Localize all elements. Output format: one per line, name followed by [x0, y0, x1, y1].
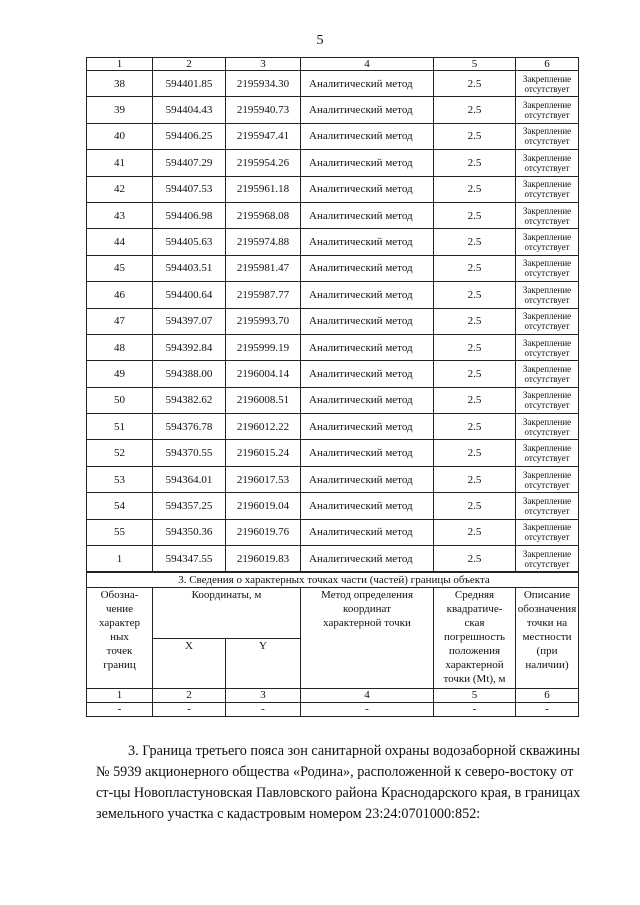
- x-header: X: [153, 638, 226, 689]
- method-cell: Аналитический метод: [301, 308, 434, 334]
- table-row: [87, 150, 579, 176]
- y-coordinate-cell: 2195987.77: [226, 282, 301, 308]
- paragraph-line: № 5939 акционерного общества «Родина», расположенной к северо-востоку от: [96, 764, 574, 780]
- accuracy-cell: 2.5: [434, 546, 516, 572]
- y-coordinate-cell: 2195993.70: [226, 308, 301, 334]
- point-number-cell: 47: [87, 308, 153, 334]
- accuracy-cell: 2.5: [434, 123, 516, 149]
- point-number-cell: 48: [87, 334, 153, 360]
- fixation-note-cell: Закрепление отсутствует: [516, 123, 579, 149]
- table-row: [87, 546, 579, 572]
- fixation-note-cell: Закрепление отсутствует: [516, 282, 579, 308]
- x-coordinate-cell: 594350.36: [153, 519, 226, 545]
- boundary-paragraph: [96, 741, 584, 825]
- y-coordinate-cell: 2195961.18: [226, 176, 301, 202]
- accuracy-cell: 2.5: [434, 150, 516, 176]
- y-coordinate-cell: 2196019.83: [226, 546, 301, 572]
- accuracy-cell: 2.5: [434, 282, 516, 308]
- section3-header-row: [87, 588, 579, 639]
- point-number-cell: 44: [87, 229, 153, 255]
- fixation-note-cell: Закрепление отсутствует: [516, 414, 579, 440]
- y-coordinate-cell: 2195974.88: [226, 229, 301, 255]
- table-row: [87, 202, 579, 228]
- table-row: [87, 493, 579, 519]
- empty-value: -: [434, 703, 516, 717]
- table-row: [87, 387, 579, 413]
- y-coordinate-cell: 2196019.04: [226, 493, 301, 519]
- fixation-note-cell: Закрепление отсутствует: [516, 202, 579, 228]
- point-designation-header: Обозна- чение характер ных точек границ: [87, 588, 153, 689]
- column-number: 5: [434, 689, 516, 703]
- fixation-note-cell: Закрепление отсутствует: [516, 440, 579, 466]
- coordinates-header: Координаты, м: [153, 588, 301, 639]
- x-coordinate-cell: 594347.55: [153, 546, 226, 572]
- y-coordinate-cell: 2196008.51: [226, 387, 301, 413]
- x-coordinate-cell: 594392.84: [153, 334, 226, 360]
- point-number-cell: 39: [87, 97, 153, 123]
- fixation-note-cell: Закрепление отсутствует: [516, 150, 579, 176]
- table-row: [87, 361, 579, 387]
- column-numbers-row: [87, 689, 579, 703]
- method-cell: Аналитический метод: [301, 123, 434, 149]
- method-cell: Аналитический метод: [301, 440, 434, 466]
- point-number-cell: 46: [87, 282, 153, 308]
- column-number: 6: [516, 689, 579, 703]
- x-coordinate-cell: 594388.00: [153, 361, 226, 387]
- table-row: [87, 255, 579, 281]
- method-cell: Аналитический метод: [301, 71, 434, 97]
- method-header: Метод определения координат характерной точки: [301, 588, 434, 689]
- header-cell: 5: [434, 58, 516, 71]
- x-coordinate-cell: 594370.55: [153, 440, 226, 466]
- point-number-cell: 40: [87, 123, 153, 149]
- y-header: Y: [226, 638, 301, 689]
- accuracy-cell: 2.5: [434, 308, 516, 334]
- x-coordinate-cell: 594406.98: [153, 202, 226, 228]
- coordinates-table: [86, 57, 579, 572]
- point-number-cell: 49: [87, 361, 153, 387]
- accuracy-cell: 2.5: [434, 466, 516, 492]
- x-coordinate-cell: 594405.63: [153, 229, 226, 255]
- table-row: [87, 466, 579, 492]
- method-cell: Аналитический метод: [301, 493, 434, 519]
- paragraph-line: ст-цы Новопластуновская Павловского района Краснодарского края, в границах: [96, 785, 581, 801]
- fixation-note-cell: Закрепление отсутствует: [516, 71, 579, 97]
- x-coordinate-cell: 594397.07: [153, 308, 226, 334]
- x-coordinate-cell: 594403.51: [153, 255, 226, 281]
- method-cell: Аналитический метод: [301, 519, 434, 545]
- y-coordinate-cell: 2196017.53: [226, 466, 301, 492]
- point-number-cell: 43: [87, 202, 153, 228]
- x-coordinate-cell: 594407.29: [153, 150, 226, 176]
- empty-value: -: [87, 703, 153, 717]
- table-row: [87, 282, 579, 308]
- point-number-cell: 55: [87, 519, 153, 545]
- description-header: Описание обозначения точки на местности (при наличии): [516, 588, 579, 689]
- paragraph-line: земельного участка с кадастровым номером 23:24:0701000:852:: [96, 806, 481, 822]
- document-tables: [86, 57, 578, 717]
- header-cell: 4: [301, 58, 434, 71]
- method-cell: Аналитический метод: [301, 202, 434, 228]
- fixation-note-cell: Закрепление отсутствует: [516, 519, 579, 545]
- accuracy-cell: 2.5: [434, 387, 516, 413]
- header-cell: 3: [226, 58, 301, 71]
- point-number-cell: 50: [87, 387, 153, 413]
- column-number: 4: [301, 689, 434, 703]
- method-cell: Аналитический метод: [301, 229, 434, 255]
- header-cell: 2: [153, 58, 226, 71]
- y-coordinate-cell: 2195981.47: [226, 255, 301, 281]
- empty-value: -: [226, 703, 301, 717]
- column-number: 1: [87, 689, 153, 703]
- table-row: [87, 334, 579, 360]
- fixation-note-cell: Закрепление отсутствует: [516, 546, 579, 572]
- method-cell: Аналитический метод: [301, 150, 434, 176]
- accuracy-cell: 2.5: [434, 202, 516, 228]
- table-row: [87, 414, 579, 440]
- method-cell: Аналитический метод: [301, 546, 434, 572]
- x-coordinate-cell: 594401.85: [153, 71, 226, 97]
- accuracy-cell: 2.5: [434, 229, 516, 255]
- page-number: 5: [316, 33, 324, 48]
- fixation-note-cell: Закрепление отсутствует: [516, 361, 579, 387]
- table-row: [87, 519, 579, 545]
- table-row: [87, 229, 579, 255]
- empty-values-row: [87, 703, 579, 717]
- x-coordinate-cell: 594382.62: [153, 387, 226, 413]
- method-cell: Аналитический метод: [301, 176, 434, 202]
- accuracy-cell: 2.5: [434, 519, 516, 545]
- point-number-cell: 54: [87, 493, 153, 519]
- y-coordinate-cell: 2195940.73: [226, 97, 301, 123]
- point-number-cell: 38: [87, 71, 153, 97]
- method-cell: Аналитический метод: [301, 334, 434, 360]
- table-row: [87, 71, 579, 97]
- fixation-note-cell: Закрепление отсутствует: [516, 308, 579, 334]
- x-coordinate-cell: 594400.64: [153, 282, 226, 308]
- method-cell: Аналитический метод: [301, 361, 434, 387]
- point-number-cell: 53: [87, 466, 153, 492]
- fixation-note-cell: Закрепление отсутствует: [516, 466, 579, 492]
- error-header: Средняя квадратиче- ская погрешность положения характерной точки (Mt), м: [434, 588, 516, 689]
- accuracy-cell: 2.5: [434, 493, 516, 519]
- y-coordinate-cell: 2196019.76: [226, 519, 301, 545]
- section-title: 3. Сведения о характерных точках части (частей) границы объекта: [87, 573, 579, 588]
- accuracy-cell: 2.5: [434, 176, 516, 202]
- point-number-cell: 45: [87, 255, 153, 281]
- method-cell: Аналитический метод: [301, 466, 434, 492]
- point-number-cell: 42: [87, 176, 153, 202]
- table-row: [87, 123, 579, 149]
- x-coordinate-cell: 594364.01: [153, 466, 226, 492]
- x-coordinate-cell: 594376.78: [153, 414, 226, 440]
- point-number-cell: 51: [87, 414, 153, 440]
- fixation-note-cell: Закрепление отсутствует: [516, 334, 579, 360]
- column-number: 2: [153, 689, 226, 703]
- y-coordinate-cell: 2195999.19: [226, 334, 301, 360]
- header-cell: 1: [87, 58, 153, 71]
- accuracy-cell: 2.5: [434, 414, 516, 440]
- header-cell: 6: [516, 58, 579, 71]
- table-row: [87, 97, 579, 123]
- table-row: [87, 176, 579, 202]
- x-coordinate-cell: 594357.25: [153, 493, 226, 519]
- y-coordinate-cell: 2195968.08: [226, 202, 301, 228]
- x-coordinate-cell: 594404.43: [153, 97, 226, 123]
- paragraph-line: 3. Граница третьего пояса зон санитарной охраны водозаборной скважины: [128, 743, 581, 759]
- x-coordinate-cell: 594407.53: [153, 176, 226, 202]
- column-number: 3: [226, 689, 301, 703]
- method-cell: Аналитический метод: [301, 414, 434, 440]
- x-coordinate-cell: 594406.25: [153, 123, 226, 149]
- accuracy-cell: 2.5: [434, 255, 516, 281]
- accuracy-cell: 2.5: [434, 361, 516, 387]
- fixation-note-cell: Закрепление отсутствует: [516, 97, 579, 123]
- fixation-note-cell: Закрепление отсутствует: [516, 493, 579, 519]
- accuracy-cell: 2.5: [434, 97, 516, 123]
- fixation-note-cell: Закрепление отсутствует: [516, 387, 579, 413]
- table-row: [87, 440, 579, 466]
- table-row: [87, 308, 579, 334]
- accuracy-cell: 2.5: [434, 71, 516, 97]
- method-cell: Аналитический метод: [301, 387, 434, 413]
- point-number-cell: 41: [87, 150, 153, 176]
- empty-value: -: [153, 703, 226, 717]
- y-coordinate-cell: 2195947.41: [226, 123, 301, 149]
- accuracy-cell: 2.5: [434, 440, 516, 466]
- y-coordinate-cell: 2195934.30: [226, 71, 301, 97]
- y-coordinate-cell: 2196015.24: [226, 440, 301, 466]
- point-number-cell: 1: [87, 546, 153, 572]
- section3-table: [86, 572, 579, 717]
- table-header-row: [87, 58, 579, 71]
- fixation-note-cell: Закрепление отсутствует: [516, 176, 579, 202]
- method-cell: Аналитический метод: [301, 255, 434, 281]
- method-cell: Аналитический метод: [301, 282, 434, 308]
- fixation-note-cell: Закрепление отсутствует: [516, 229, 579, 255]
- empty-value: -: [301, 703, 434, 717]
- section-title-row: [87, 573, 579, 588]
- y-coordinate-cell: 2195954.26: [226, 150, 301, 176]
- y-coordinate-cell: 2196012.22: [226, 414, 301, 440]
- accuracy-cell: 2.5: [434, 334, 516, 360]
- method-cell: Аналитический метод: [301, 97, 434, 123]
- empty-value: -: [516, 703, 579, 717]
- point-number-cell: 52: [87, 440, 153, 466]
- fixation-note-cell: Закрепление отсутствует: [516, 255, 579, 281]
- y-coordinate-cell: 2196004.14: [226, 361, 301, 387]
